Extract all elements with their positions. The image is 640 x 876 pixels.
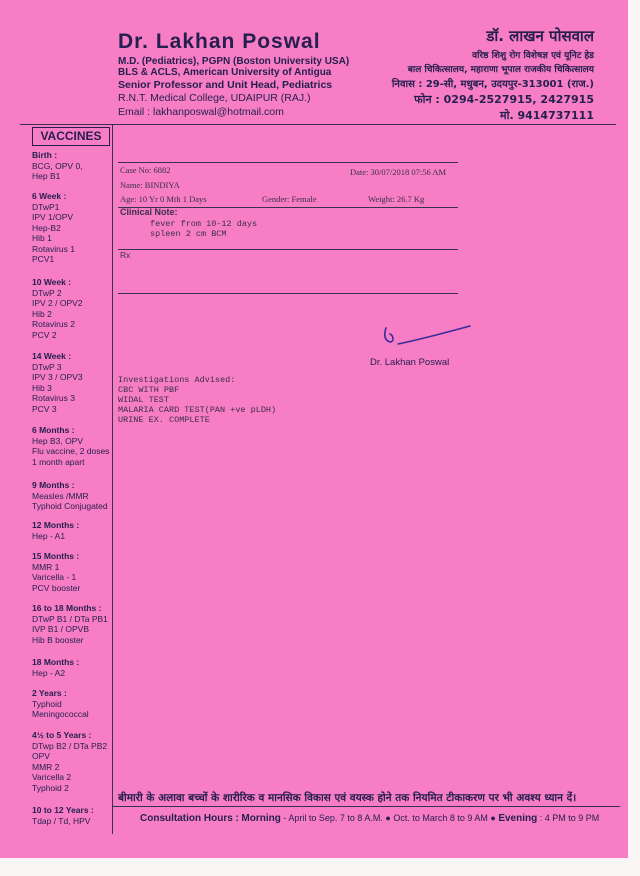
hindi-hospital: बाल चिकित्सालय, महाराणा भूपाल राजकीय चिकित्सालय xyxy=(407,65,594,75)
vaccine-item: PCV 3 xyxy=(32,403,57,414)
evening-label: Evening xyxy=(498,813,538,824)
vaccine-item: Rotavirus 3 xyxy=(32,393,75,403)
mobile-number: मो. 9414737111 xyxy=(500,109,594,122)
vaccine-item: Meningococcal xyxy=(32,709,89,719)
vaccine-item: DTwP 3 xyxy=(32,361,62,372)
vaccine-item: DTwP 2 xyxy=(32,287,62,298)
phone-numbers: फोन : 0294-2527915, 2427915 xyxy=(414,93,594,106)
designation-line: Senior Professor and Unit Head, Pediatrics xyxy=(118,79,333,91)
vaccine-group xyxy=(32,730,112,793)
consultation-hours xyxy=(140,813,599,824)
vaccine-group xyxy=(32,688,112,720)
doctor-name-english: Dr. Lakhan Poswal xyxy=(118,30,321,53)
vaccine-item: Hib 3 xyxy=(32,382,52,393)
doctor-name-hindi: डॉ. लाखन पोसवाल xyxy=(486,27,594,45)
investigation-item: CBC WITH PBF xyxy=(118,385,180,395)
hindi-vaccination-note: बीमारी के अलावा बच्चों के शारीरिक व मानसिक विकास एवं वयस्क होने तक नियमित टीकाकरण पर भी अवश्य ध्यान दें। xyxy=(118,792,577,804)
vaccine-item: MMR 1 xyxy=(32,561,60,572)
vaccine-item: PCV booster xyxy=(32,582,81,593)
header-divider xyxy=(20,124,616,125)
vaccine-item: Flu vaccine, 2 doses xyxy=(32,446,110,456)
patient-weight: Weight: 26.7 Kg xyxy=(368,194,425,204)
evening-timings: : 4 PM to 9 PM xyxy=(537,813,600,823)
vaccine-item: IVP B1 / OPVB xyxy=(32,624,90,634)
vaccine-group xyxy=(32,480,112,512)
vaccine-item: IPV 3 / OPV3 xyxy=(32,372,83,382)
scanner-edge xyxy=(628,0,640,876)
rx-label: Rx xyxy=(120,250,131,260)
clinical-note-label: Clinical Note: xyxy=(120,207,178,217)
vaccine-group xyxy=(32,425,112,467)
vaccine-age-heading: 6 Week : xyxy=(32,191,67,201)
vaccine-item: Tdap / Td, HPV xyxy=(32,815,91,826)
vaccine-item: DTwP B1 / DTa PB1 xyxy=(32,613,108,624)
rx-rule xyxy=(118,293,458,294)
case-top-rule xyxy=(118,162,458,163)
vaccine-item: BCG, OPV 0, xyxy=(32,160,83,171)
vaccine-group xyxy=(32,351,112,414)
vaccine-age-heading: 12 Months : xyxy=(32,520,80,530)
morning-timings: - April to Sep. 7 to 8 A.M. ● Oct. to March 8 to 9 AM ● xyxy=(280,813,499,823)
investigations-label: Investigations Advised: xyxy=(118,375,236,385)
vaccine-item: DTwp B2 / DTa PB2 xyxy=(32,740,108,751)
patient-gender: Gender: Female xyxy=(262,194,317,204)
investigation-item: MALARIA CARD TEST(PAN +ve pLDH) xyxy=(118,405,277,415)
vaccine-group xyxy=(32,551,112,593)
vaccine-item: Hib B booster xyxy=(32,634,84,645)
clinical-rule xyxy=(118,249,458,250)
vaccine-age-heading: 15 Months : xyxy=(32,551,80,561)
vaccine-item: PCV1 xyxy=(32,254,55,264)
hindi-designation: वरिष्ठ शिशु रोग विशेषज्ञ एवं यूनिट हेड xyxy=(472,51,594,61)
footer-divider xyxy=(112,806,620,807)
vaccines-title: VACCINES xyxy=(32,127,110,146)
hindi-address: निवास : 29-सी, मधुबन, उदयपुर-313001 (राज.) xyxy=(391,79,594,90)
email-line: Email : lakhanposwal@hotmail.com xyxy=(118,106,284,118)
vaccine-group xyxy=(32,520,112,541)
vaccine-item: Typhoid Conjugated xyxy=(32,501,108,511)
signature-mark xyxy=(378,320,474,350)
vaccine-age-heading: 14 Week : xyxy=(32,351,72,361)
vaccine-item: Typhoid 2 xyxy=(32,782,69,793)
vaccine-item: Rotavirus 1 xyxy=(32,243,75,254)
sidebar-divider xyxy=(112,124,113,834)
vaccine-group xyxy=(32,657,112,678)
case-date: Date: 30/07/2018 07:56 AM xyxy=(350,167,447,177)
vaccine-item: Hib 2 xyxy=(32,308,52,319)
vaccine-item: Hep - A1 xyxy=(32,530,66,541)
vaccine-age-heading: 18 Months : xyxy=(32,657,80,667)
vaccine-group xyxy=(32,191,112,265)
vaccine-group xyxy=(32,603,112,645)
vaccine-item: PCV 2 xyxy=(32,329,57,340)
clinical-note-line-2: spleen 2 cm BCM xyxy=(150,229,227,239)
clinical-note-line-1: fever from 10-12 days xyxy=(150,219,258,229)
vaccine-age-heading: 2 Years : xyxy=(32,688,67,698)
qualification-line-2: BLS & ACLS, American University of Antigua xyxy=(118,67,332,78)
signature-name: Dr. Lakhan Poswal xyxy=(370,357,450,368)
vaccine-item: IPV 1/OPV xyxy=(32,212,74,222)
vaccine-age-heading: 16 to 18 Months : xyxy=(32,603,102,613)
vaccine-item: Hep-B2 xyxy=(32,222,61,233)
vaccine-age-heading: 4½ to 5 Years : xyxy=(32,730,92,740)
vaccine-age-heading: 9 Months : xyxy=(32,480,75,490)
morning-label: Morning xyxy=(241,813,281,824)
vaccine-group xyxy=(32,277,112,340)
vaccine-item: Hep B1 xyxy=(32,171,61,181)
vaccine-item: Hib 1 xyxy=(32,233,52,243)
vaccine-item: Hep B3, OPV xyxy=(32,435,84,446)
vaccine-item: DTwP1 xyxy=(32,201,60,212)
vaccine-item: Varicella 2 xyxy=(32,772,72,782)
patient-age: Age: 10 Yr 0 Mth 1 Days xyxy=(120,194,207,204)
vaccine-age-heading: 10 to 12 Years : xyxy=(32,805,94,815)
vaccine-item: Typhoid xyxy=(32,698,62,709)
scanner-bottom-edge xyxy=(0,858,640,876)
vaccine-item: Measles /MMR xyxy=(32,490,89,501)
vaccine-item: MMR 2 xyxy=(32,761,60,772)
vaccine-item: Varicella - 1 xyxy=(32,572,77,582)
vaccine-age-heading: 6 Months : xyxy=(32,425,75,435)
vaccine-group xyxy=(32,805,112,826)
vaccine-item: Hep - A2 xyxy=(32,667,66,678)
hours-label: Consultation Hours : xyxy=(140,813,239,824)
vaccine-item: 1 month apart xyxy=(32,456,85,467)
qualification-line-1: M.D. (Pediatrics), PGPN (Boston University USA) xyxy=(118,56,350,67)
vaccine-item: IPV 2 / OPV2 xyxy=(32,298,83,308)
investigation-item: WIDAL TEST xyxy=(118,395,170,405)
vaccine-age-heading: 10 Week : xyxy=(32,277,72,287)
vaccine-age-heading: Birth : xyxy=(32,150,58,160)
case-number: Case No: 6882 xyxy=(120,165,171,175)
vaccine-group xyxy=(32,150,112,182)
patient-name: Name: BINDIYA xyxy=(120,180,180,190)
investigation-item: URINE EX. COMPLETE xyxy=(118,415,210,425)
college-line: R.N.T. Medical College, UDAIPUR (RAJ.) xyxy=(118,92,311,104)
vaccine-item: OPV xyxy=(32,751,50,761)
vaccine-item: Rotavirus 2 xyxy=(32,319,75,329)
